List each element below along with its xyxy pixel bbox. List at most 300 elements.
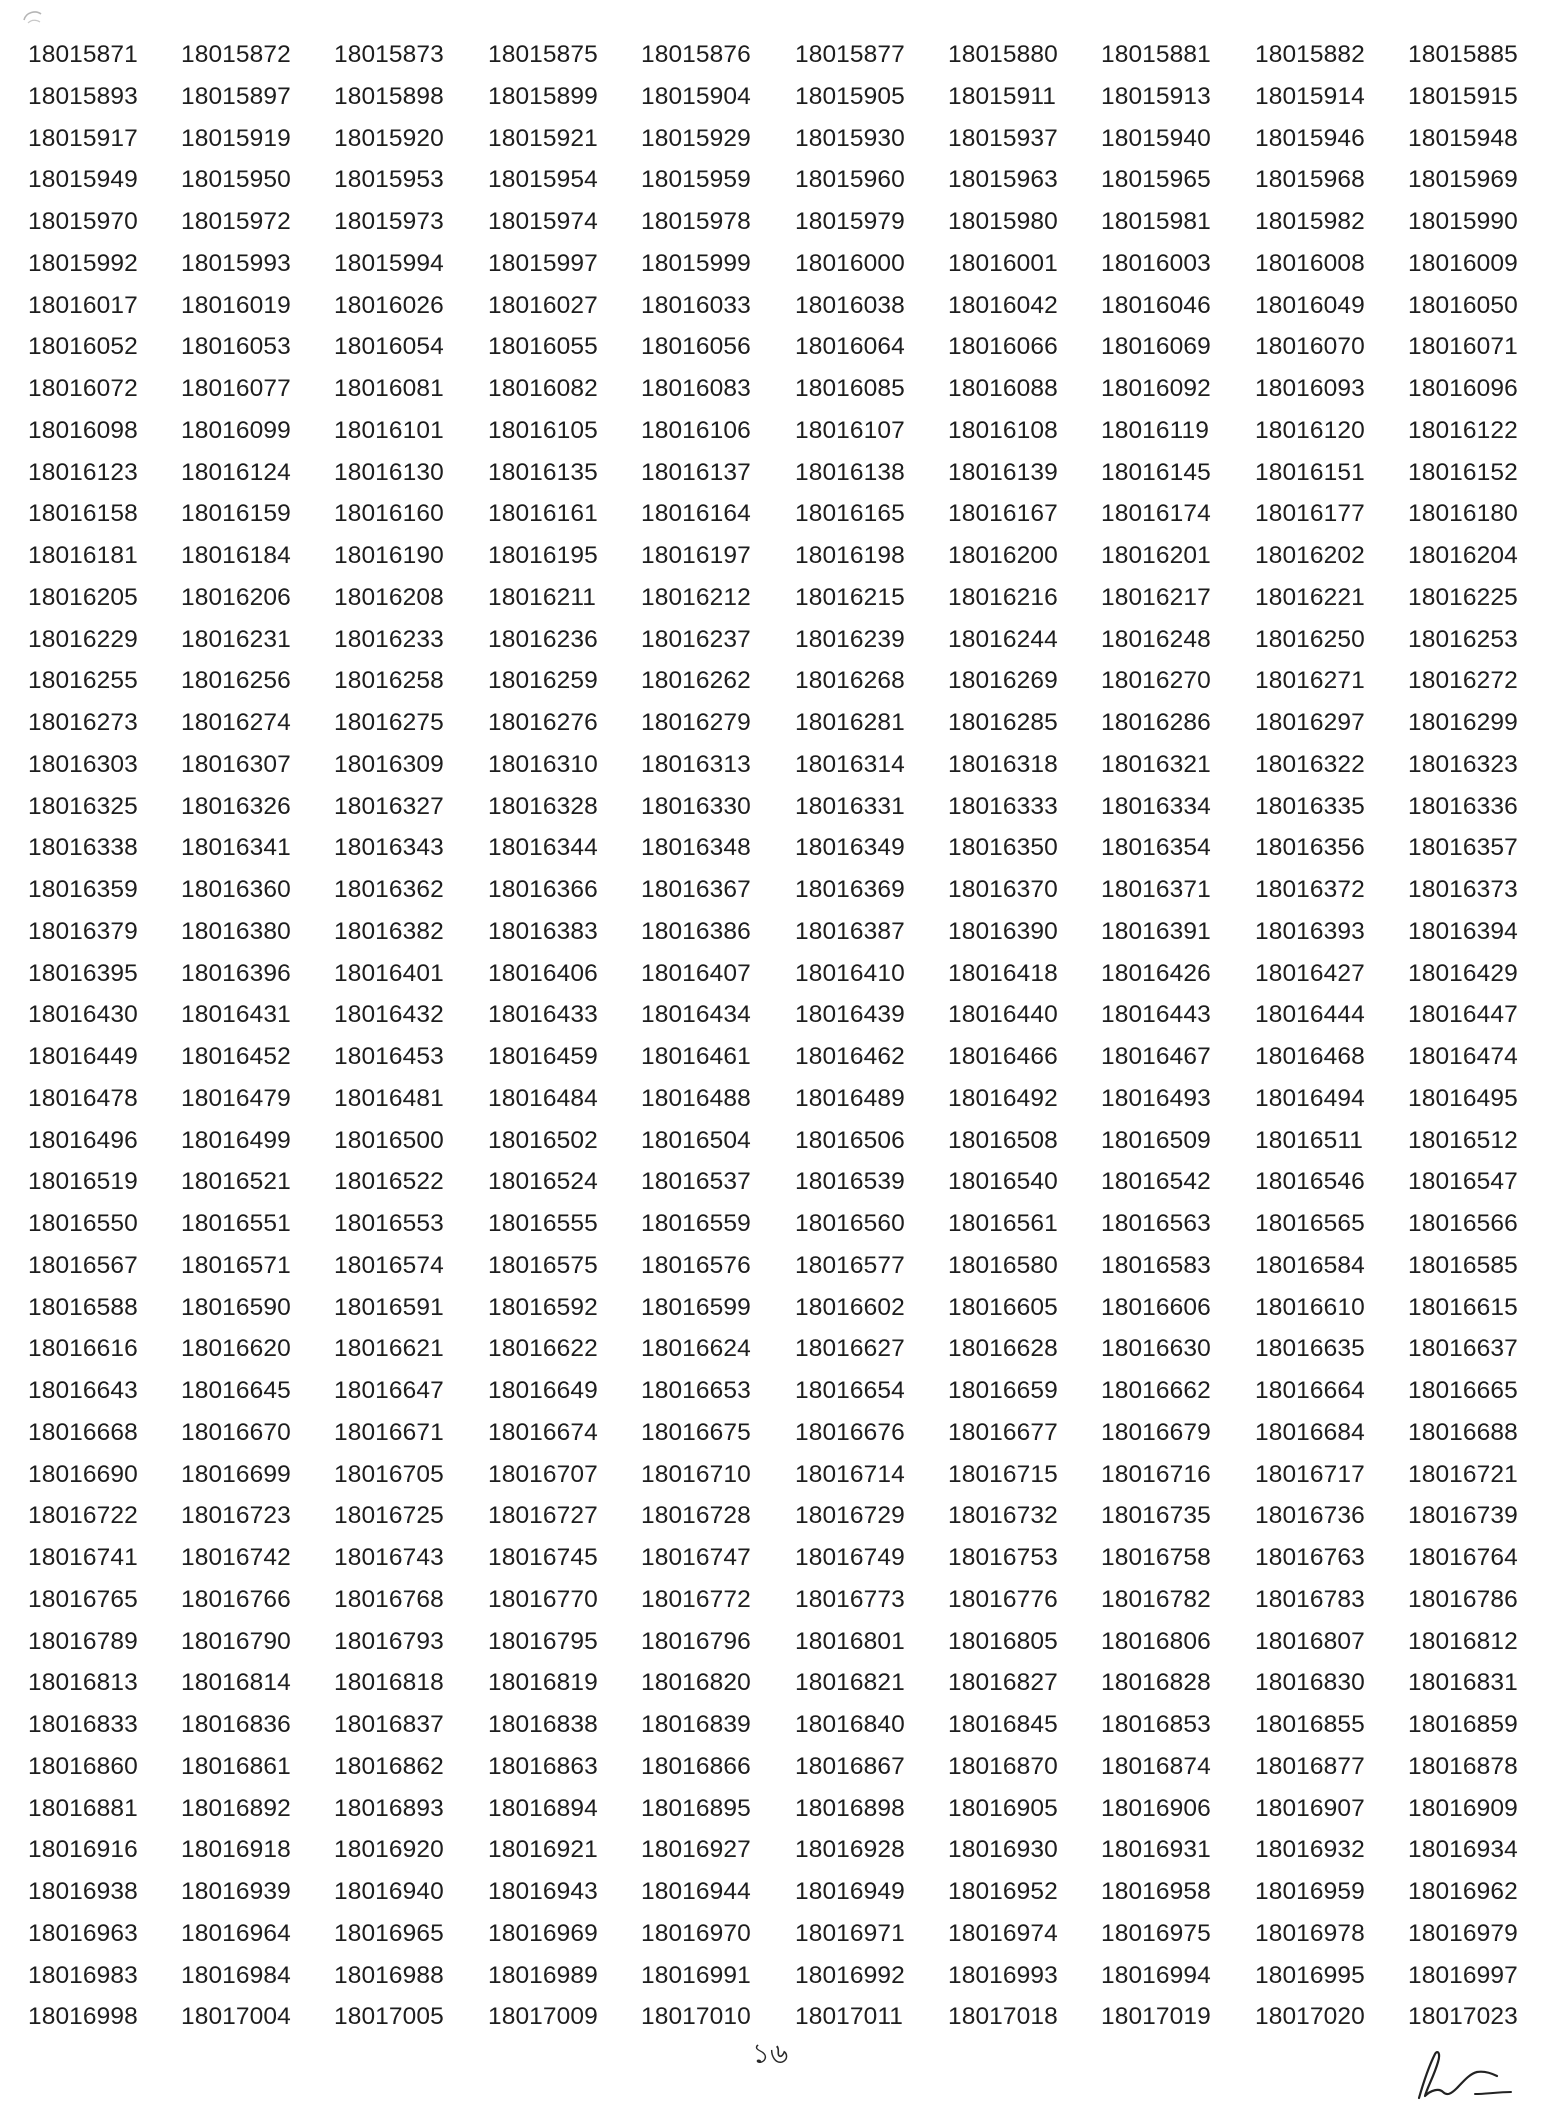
table-cell: 18016502 (488, 1126, 598, 1154)
signature-icon (1405, 2032, 1515, 2112)
table-cell: 18017010 (641, 2003, 751, 2031)
table-cell: 18015979 (795, 208, 905, 235)
table-cell: 18016819 (488, 1669, 598, 1697)
table-cell: 18016443 (1101, 1001, 1211, 1029)
table-cell: 18016867 (795, 1752, 905, 1780)
table-cell: 18015972 (181, 208, 291, 235)
table-cell: 18016776 (948, 1585, 1058, 1613)
table-cell: 18016008 (1255, 249, 1365, 277)
table-row (0, 666, 1550, 708)
table-cell: 18016123 (28, 458, 138, 486)
table-cell: 18015978 (641, 208, 751, 235)
table-cell: 18016313 (641, 750, 751, 778)
table-cell: 18016033 (641, 291, 751, 319)
table-cell: 18016042 (948, 291, 1058, 319)
table-cell: 18015913 (1101, 82, 1211, 110)
table-cell: 18015920 (334, 124, 444, 152)
table-cell: 18016390 (948, 917, 1058, 945)
table-cell: 18016160 (334, 500, 444, 528)
table-cell: 18016806 (1101, 1627, 1211, 1655)
table-cell: 18016054 (334, 333, 444, 361)
table-cell: 18016770 (488, 1585, 598, 1613)
table-cell: 18016571 (181, 1251, 291, 1279)
table-cell: 18015930 (795, 124, 905, 152)
table-cell: 18016258 (334, 667, 444, 695)
table-cell: 18016575 (488, 1251, 598, 1279)
table-cell: 18016459 (488, 1043, 598, 1070)
table-cell: 18016590 (181, 1293, 291, 1321)
table-cell: 18016379 (28, 917, 138, 945)
table-cell: 18016236 (488, 625, 598, 653)
table-cell: 18016801 (795, 1627, 905, 1655)
table-cell: 18016138 (795, 458, 905, 486)
table-row (0, 1501, 1550, 1543)
table-row (0, 1835, 1550, 1877)
table-cell: 18016373 (1408, 876, 1518, 903)
table-cell: 18016635 (1255, 1335, 1365, 1363)
table-cell: 18016934 (1408, 1836, 1518, 1864)
table-cell: 18016547 (1408, 1168, 1518, 1196)
table-cell: 18016152 (1408, 458, 1518, 486)
table-cell: 18016350 (948, 834, 1058, 862)
table-cell: 18016393 (1255, 917, 1365, 945)
table-cell: 18016766 (181, 1585, 291, 1613)
table-cell: 18016410 (795, 959, 905, 987)
table-cell: 18015882 (1255, 41, 1365, 68)
table-cell: 18016893 (334, 1794, 444, 1822)
table-cell: 18016654 (795, 1377, 905, 1404)
table-cell: 18016944 (641, 1878, 751, 1905)
table-cell: 18016217 (1101, 583, 1211, 611)
table-cell: 18015946 (1255, 124, 1365, 152)
table-cell: 18016333 (948, 792, 1058, 820)
table-cell: 18016974 (948, 1919, 1058, 1947)
table-cell: 18016764 (1408, 1544, 1518, 1571)
table-cell: 18016066 (948, 333, 1058, 361)
table-cell: 18016710 (641, 1460, 751, 1488)
table-cell: 18016268 (795, 667, 905, 695)
table-cell: 18017004 (181, 2003, 291, 2031)
table-cell: 18016591 (334, 1293, 444, 1321)
table-cell: 18016621 (334, 1335, 444, 1363)
table-cell: 18016964 (181, 1919, 291, 1947)
table-cell: 18016920 (334, 1836, 444, 1864)
table-cell: 18016662 (1101, 1377, 1211, 1404)
table-cell: 18016978 (1255, 1919, 1365, 1947)
table-cell: 18016988 (334, 1961, 444, 1989)
table-cell: 18016717 (1255, 1460, 1365, 1488)
table-cell: 18016212 (641, 583, 751, 611)
table-cell: 18015959 (641, 166, 751, 194)
table-cell: 18016616 (28, 1335, 138, 1363)
table-cell: 18015897 (181, 82, 291, 110)
table-cell: 18016758 (1101, 1544, 1211, 1571)
table-cell: 18016434 (641, 1001, 751, 1029)
table-cell: 18016354 (1101, 834, 1211, 862)
table-cell: 18016001 (948, 249, 1058, 277)
table-cell: 18016279 (641, 709, 751, 736)
table-cell: 18016620 (181, 1335, 291, 1363)
table-cell: 18016862 (334, 1752, 444, 1780)
table-cell: 18016588 (28, 1293, 138, 1321)
table-cell: 18015965 (1101, 166, 1211, 194)
table-cell: 18016765 (28, 1585, 138, 1613)
table-cell: 18016275 (334, 709, 444, 736)
table-cell: 18016367 (641, 876, 751, 903)
table-cell: 18016177 (1255, 500, 1365, 528)
table-cell: 18016334 (1101, 792, 1211, 820)
table-cell: 18016064 (795, 333, 905, 361)
table-cell: 18016139 (948, 458, 1058, 486)
table-cell: 18016387 (795, 917, 905, 945)
table-cell: 18016707 (488, 1460, 598, 1488)
table-cell: 18016017 (28, 291, 138, 319)
table-cell: 18016462 (795, 1043, 905, 1070)
table-row (0, 1376, 1550, 1418)
table-cell: 18016072 (28, 375, 138, 402)
table-cell: 18016253 (1408, 625, 1518, 653)
table-cell: 18016271 (1255, 667, 1365, 695)
table-cell: 18016855 (1255, 1711, 1365, 1738)
table-cell: 18016506 (795, 1126, 905, 1154)
table-cell: 18016250 (1255, 625, 1365, 653)
table-cell: 18016630 (1101, 1335, 1211, 1363)
table-cell: 18016860 (28, 1752, 138, 1780)
table-cell: 18016504 (641, 1126, 751, 1154)
table-cell: 18016555 (488, 1210, 598, 1237)
table-cell: 18016349 (795, 834, 905, 862)
table-cell: 18016221 (1255, 583, 1365, 611)
table-cell: 18016916 (28, 1836, 138, 1864)
table-cell: 18016805 (948, 1627, 1058, 1655)
table-cell: 18016474 (1408, 1043, 1518, 1070)
table-cell: 18016813 (28, 1669, 138, 1697)
table-cell: 18016732 (948, 1502, 1058, 1530)
table-cell: 18016723 (181, 1502, 291, 1530)
table-cell: 18016962 (1408, 1878, 1518, 1905)
table-cell: 18016745 (488, 1544, 598, 1571)
table-cell: 18016244 (948, 625, 1058, 653)
table-cell: 18016211 (488, 583, 596, 611)
table-cell: 18016627 (795, 1335, 905, 1363)
table-cell: 18016003 (1101, 249, 1211, 277)
table-cell: 18016931 (1101, 1836, 1211, 1864)
table-cell: 18016828 (1101, 1669, 1211, 1697)
table-cell: 18016670 (181, 1418, 291, 1446)
table-cell: 18016440 (948, 1001, 1058, 1029)
table-cell: 18016137 (641, 458, 751, 486)
table-row (0, 1585, 1550, 1627)
table-row (0, 1293, 1550, 1335)
table-cell: 18016705 (334, 1460, 444, 1488)
table-row (0, 1209, 1550, 1251)
table-cell: 18016269 (948, 667, 1058, 695)
table-row (0, 583, 1550, 625)
table-row (0, 1961, 1550, 2003)
table-cell: 18016145 (1101, 458, 1211, 486)
table-cell: 18016739 (1408, 1502, 1518, 1530)
table-cell: 18016371 (1101, 876, 1211, 903)
table-cell: 18016151 (1255, 458, 1365, 486)
table-cell: 18016714 (795, 1460, 905, 1488)
table-row (0, 917, 1550, 959)
table-cell: 18016836 (181, 1711, 291, 1738)
table-cell: 18016605 (948, 1293, 1058, 1321)
table-cell: 18016307 (181, 750, 291, 778)
table-row (0, 875, 1550, 917)
table-cell: 18016938 (28, 1878, 138, 1905)
table-cell: 18016676 (795, 1418, 905, 1446)
table-cell: 18016684 (1255, 1418, 1365, 1446)
table-cell: 18016519 (28, 1168, 138, 1196)
table-cell: 18016281 (795, 709, 905, 736)
table-cell: 18016299 (1408, 709, 1518, 736)
table-cell: 18015970 (28, 208, 138, 235)
table-cell: 18016303 (28, 750, 138, 778)
table-cell: 18016918 (181, 1836, 291, 1864)
table-row (0, 124, 1550, 166)
table-row (0, 40, 1550, 82)
table-cell: 18016958 (1101, 1878, 1211, 1905)
table-cell: 18016508 (948, 1126, 1058, 1154)
table-cell: 18016892 (181, 1794, 291, 1822)
table-cell: 18016741 (28, 1544, 138, 1571)
table-cell: 18016225 (1408, 583, 1518, 611)
table-cell: 18016807 (1255, 1627, 1365, 1655)
table-cell: 18016259 (488, 667, 598, 695)
table-cell: 18016052 (28, 333, 138, 361)
table-cell: 18016344 (488, 834, 598, 862)
table-cell: 18016331 (795, 792, 905, 820)
table-cell: 18016049 (1255, 291, 1365, 319)
table-cell: 18016995 (1255, 1961, 1365, 1989)
table-cell: 18016599 (641, 1293, 751, 1321)
table-cell: 18016130 (334, 458, 444, 486)
table-cell: 18016643 (28, 1377, 138, 1404)
table-cell: 18016992 (795, 1961, 905, 1989)
table-cell: 18016753 (948, 1544, 1058, 1571)
table-cell: 18016831 (1408, 1669, 1518, 1697)
table-cell: 18016391 (1101, 917, 1211, 945)
table-cell: 18016099 (181, 416, 291, 444)
table-cell: 18016511 (1255, 1126, 1363, 1154)
table-cell: 18016837 (334, 1711, 444, 1738)
table-cell: 18015917 (28, 124, 138, 152)
table-cell: 18016360 (181, 876, 291, 903)
table-cell: 18016566 (1408, 1210, 1518, 1237)
table-cell: 18015893 (28, 82, 138, 110)
table-cell: 18016467 (1101, 1043, 1211, 1070)
table-cell: 18016119 (1101, 416, 1209, 444)
table-cell: 18016647 (334, 1377, 444, 1404)
table-cell: 18016863 (488, 1752, 598, 1780)
table-cell: 18016870 (948, 1752, 1058, 1780)
table-cell: 18016426 (1101, 959, 1211, 987)
table-cell: 18016959 (1255, 1878, 1365, 1905)
table-cell: 18016432 (334, 1001, 444, 1029)
table-cell: 18016107 (795, 416, 905, 444)
table-cell: 18016335 (1255, 792, 1365, 820)
table-row (0, 792, 1550, 834)
table-cell: 18016866 (641, 1752, 751, 1780)
table-cell: 18016204 (1408, 542, 1518, 569)
table-cell: 18016928 (795, 1836, 905, 1864)
table-cell: 18016567 (28, 1251, 138, 1279)
table-cell: 18016165 (795, 500, 905, 528)
table-cell: 18016494 (1255, 1084, 1365, 1112)
table-cell: 18016206 (181, 583, 291, 611)
table-cell: 18015877 (795, 41, 905, 68)
table-cell: 18016120 (1255, 416, 1365, 444)
table-cell: 18016108 (948, 416, 1058, 444)
table-cell: 18015948 (1408, 124, 1518, 152)
table-row (0, 625, 1550, 667)
table-cell: 18015974 (488, 208, 598, 235)
table-cell: 18015981 (1101, 208, 1211, 235)
table-cell: 18015973 (334, 208, 444, 235)
table-cell: 18016725 (334, 1502, 444, 1530)
table-row (0, 1627, 1550, 1669)
table-cell: 18016653 (641, 1377, 751, 1404)
table-cell: 18016395 (28, 959, 138, 987)
table-cell: 18016453 (334, 1043, 444, 1070)
table-cell: 18016906 (1101, 1794, 1211, 1822)
table-cell: 18016394 (1408, 917, 1518, 945)
table-cell: 18016563 (1101, 1210, 1211, 1237)
table-cell: 18016262 (641, 667, 751, 695)
table-cell: 18016496 (28, 1126, 138, 1154)
table-row (0, 1710, 1550, 1752)
table-cell: 18016971 (795, 1919, 905, 1947)
table-cell: 18016098 (28, 416, 138, 444)
table-cell: 18015875 (488, 41, 598, 68)
table-cell: 18016495 (1408, 1084, 1518, 1112)
table-cell: 18016512 (1408, 1126, 1518, 1154)
table-cell: 18016239 (795, 625, 905, 653)
table-cell: 18016688 (1408, 1418, 1518, 1446)
table-row (0, 1000, 1550, 1042)
table-cell: 18016019 (181, 291, 291, 319)
table-cell: 18017023 (1408, 2003, 1518, 2031)
table-cell: 18016749 (795, 1544, 905, 1571)
table-cell: 18016493 (1101, 1084, 1211, 1112)
table-cell: 18017009 (488, 2003, 598, 2031)
table-cell: 18016894 (488, 1794, 598, 1822)
table-cell: 18015921 (488, 124, 598, 152)
table-cell: 18016106 (641, 416, 751, 444)
table-cell: 18016550 (28, 1210, 138, 1237)
table-cell: 18016205 (28, 583, 138, 611)
table-row (0, 1418, 1550, 1460)
table-cell: 18016478 (28, 1084, 138, 1112)
table-cell: 18016537 (641, 1168, 751, 1196)
table-cell: 18016092 (1101, 375, 1211, 402)
table-cell: 18016665 (1408, 1377, 1518, 1404)
table-row (0, 1042, 1550, 1084)
table-cell: 18016270 (1101, 667, 1211, 695)
table-cell: 18016326 (181, 792, 291, 820)
table-cell: 18016328 (488, 792, 598, 820)
table-cell: 18016551 (181, 1210, 291, 1237)
table-cell: 18016782 (1101, 1585, 1211, 1613)
table-cell: 18015950 (181, 166, 291, 194)
table-cell: 18016202 (1255, 542, 1365, 569)
table-cell: 18016096 (1408, 375, 1518, 402)
table-cell: 18016671 (334, 1418, 444, 1446)
table-cell: 18016565 (1255, 1210, 1365, 1237)
table-cell: 18016164 (641, 500, 751, 528)
table-cell: 18016208 (334, 583, 444, 611)
table-cell: 18016539 (795, 1168, 905, 1196)
table-cell: 18016932 (1255, 1836, 1365, 1864)
table-cell: 18016323 (1408, 750, 1518, 778)
table-cell: 18016341 (181, 834, 291, 862)
table-cell: 18016093 (1255, 375, 1365, 402)
table-cell: 18016628 (948, 1335, 1058, 1363)
table-cell: 18016237 (641, 625, 751, 653)
table-cell: 18016722 (28, 1502, 138, 1530)
table-cell: 18016795 (488, 1627, 598, 1655)
table-cell: 18016975 (1101, 1919, 1211, 1947)
table-cell: 18016366 (488, 876, 598, 903)
table-cell: 18016853 (1101, 1711, 1211, 1738)
table-cell: 18016793 (334, 1627, 444, 1655)
table-cell: 18016255 (28, 667, 138, 695)
table-cell: 18016522 (334, 1168, 444, 1196)
table-row (0, 82, 1550, 124)
table-cell: 18015880 (948, 41, 1058, 68)
table-cell: 18015873 (334, 41, 444, 68)
table-cell: 18016492 (948, 1084, 1058, 1112)
table-cell: 18016859 (1408, 1711, 1518, 1738)
table-cell: 18016895 (641, 1794, 751, 1822)
table-cell: 18016231 (181, 625, 291, 653)
table-cell: 18016583 (1101, 1251, 1211, 1279)
table-cell: 18016195 (488, 542, 598, 569)
table-cell: 18016370 (948, 876, 1058, 903)
table-cell: 18016026 (334, 291, 444, 319)
table-row (0, 541, 1550, 583)
table-cell: 18015937 (948, 124, 1058, 152)
table-cell: 18016356 (1255, 834, 1365, 862)
table-cell: 18016576 (641, 1251, 751, 1279)
table-cell: 18016979 (1408, 1919, 1518, 1947)
table-cell: 18016783 (1255, 1585, 1365, 1613)
table-row (0, 499, 1550, 541)
table-cell: 18016216 (948, 583, 1058, 611)
table-cell: 18015954 (488, 166, 598, 194)
page-number: ১৬ (751, 2038, 789, 2069)
table-cell: 18016716 (1101, 1460, 1211, 1488)
table-cell: 18016429 (1408, 959, 1518, 987)
table-cell: 18016827 (948, 1669, 1058, 1697)
table-cell: 18016943 (488, 1878, 598, 1905)
table-cell: 18016747 (641, 1544, 751, 1571)
table-cell: 18015993 (181, 249, 291, 277)
table-cell: 18016524 (488, 1168, 598, 1196)
table-cell: 18016449 (28, 1043, 138, 1070)
table-cell: 18016820 (641, 1669, 751, 1697)
table-cell: 18015919 (181, 124, 291, 152)
table-cell: 18016577 (795, 1251, 905, 1279)
table-cell: 18015881 (1101, 41, 1211, 68)
table-cell: 18016584 (1255, 1251, 1365, 1279)
table-cell: 18016009 (1408, 249, 1518, 277)
table-cell: 18016200 (948, 542, 1058, 569)
table-cell: 18016348 (641, 834, 751, 862)
table-cell: 18016444 (1255, 1001, 1365, 1029)
table-cell: 18016343 (334, 834, 444, 862)
